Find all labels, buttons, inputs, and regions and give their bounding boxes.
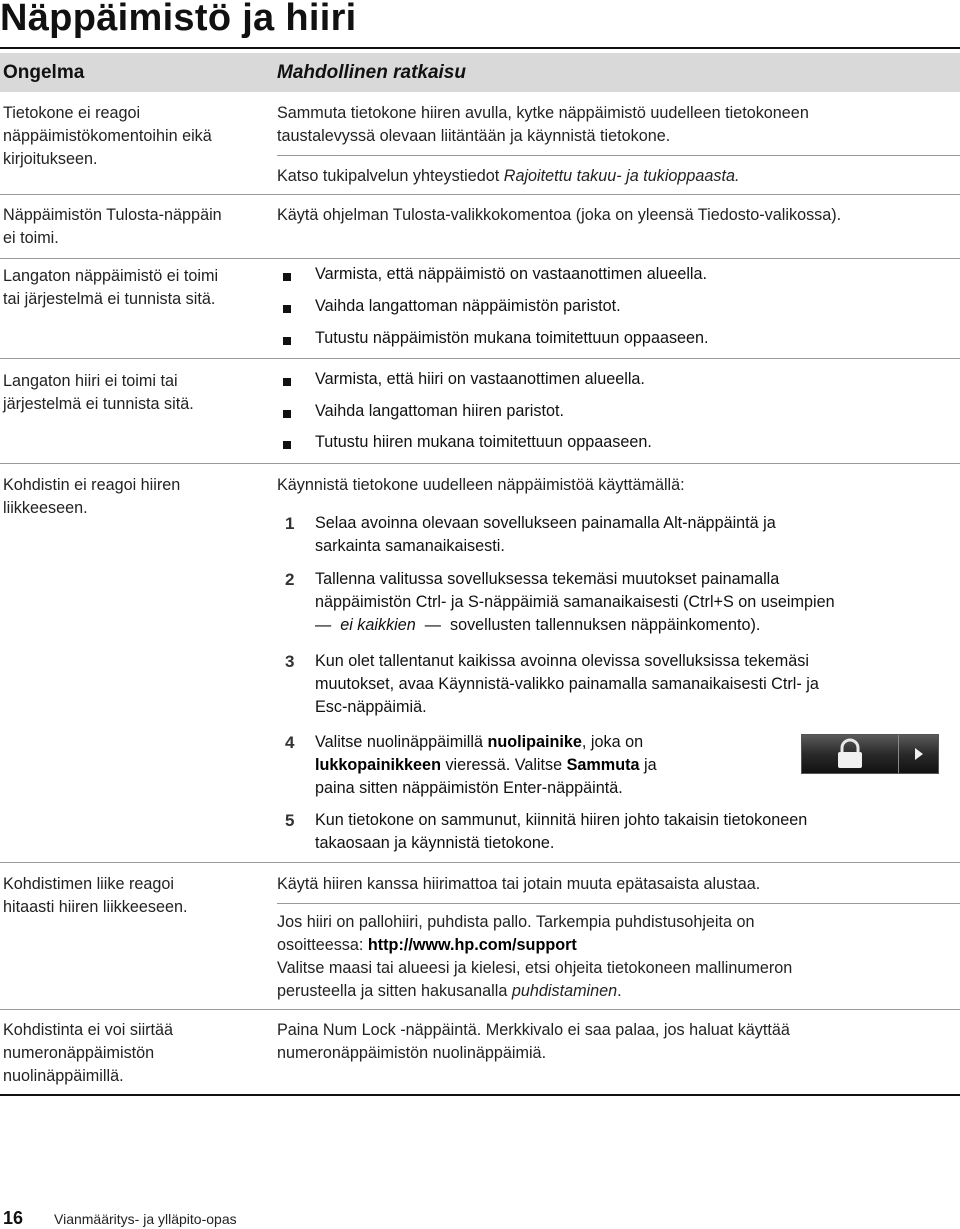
problem-cell	[3, 102, 265, 171]
problem-line: hitaasti hiiren liikkeeseen.	[3, 898, 188, 916]
divider	[0, 463, 960, 464]
bullet-icon	[283, 305, 291, 313]
bullet-icon	[283, 337, 291, 345]
step-line	[315, 754, 785, 777]
step-number: 5	[285, 811, 295, 830]
column-header-problem: Ongelma	[3, 62, 85, 83]
step-line: takaosaan ja käynnistä tietokone.	[315, 834, 555, 852]
problem-line: Tietokone ei reagoi	[3, 104, 141, 122]
bullet-item: Vaihda langattoman näppäimistön paristot.	[315, 297, 621, 315]
bullet-item: Tutustu hiiren mukana toimitettuun oppaaseen.	[315, 433, 652, 451]
step-line: paina sitten näppäimistön Enter-näppäintä.	[315, 779, 623, 797]
problem-line: ei toimi.	[3, 229, 59, 247]
problem-line: näppäimistökomentoihin eikä	[3, 127, 212, 145]
bullet-icon	[283, 441, 291, 449]
bullet-list	[277, 265, 957, 355]
table-bottom-rule	[0, 1094, 960, 1096]
step-text	[315, 809, 955, 855]
em-dash: —	[424, 616, 441, 634]
solution-line	[277, 165, 957, 188]
divider	[0, 194, 960, 195]
text-span: .	[617, 982, 622, 1000]
solution-intro: Käynnistä tietokone uudelleen näppäimistöä käyttämällä:	[277, 476, 685, 494]
problem-line: Kohdistimen liike reagoi	[3, 875, 174, 893]
guide-title: Rajoitettu takuu- ja tukioppaasta.	[503, 167, 740, 185]
problem-line: Kohdistinta ei voi siirtää	[3, 1021, 174, 1039]
problem-cell	[3, 873, 265, 919]
problem-line: Kohdistin ei reagoi hiiren	[3, 476, 181, 494]
solution-cell	[277, 1019, 957, 1065]
keyword-shutdown: Sammuta	[566, 756, 640, 774]
bullet-icon	[283, 410, 291, 418]
text-span: ja	[639, 756, 657, 774]
bullet-list	[277, 370, 957, 460]
step-number: 3	[285, 652, 295, 671]
keyword-arrow-button: nuolipainike	[487, 733, 582, 751]
step-line: näppäimistön Ctrl- ja S-näppäimiä samanaikaisesti (Ctrl+S on useimpien	[315, 593, 835, 611]
divider	[0, 1009, 960, 1010]
step-line: sarkainta samanaikaisesti.	[315, 537, 505, 555]
lock-arrow-graphic	[802, 735, 938, 773]
step-text	[315, 731, 785, 800]
title-rule	[0, 47, 960, 49]
bullet-item: Tutustu näppäimistön mukana toimitettuun oppaaseen.	[315, 329, 709, 347]
problem-cell	[3, 1019, 265, 1088]
em-dash: —	[315, 616, 332, 634]
divider	[277, 903, 960, 904]
solution-line: taustalevyssä olevaan liitäntään ja käynnistä tietokone.	[277, 127, 671, 145]
divider	[0, 358, 960, 359]
text-span: sovellusten tallennuksen näppäinkomento).	[449, 616, 761, 634]
problem-cell	[3, 370, 265, 416]
step-line: Esc-näppäimiä.	[315, 698, 427, 716]
step-line	[315, 731, 785, 754]
problem-line: tai järjestelmä ei tunnista sitä.	[3, 290, 216, 308]
text-span: Katso tukipalvelun yhteystiedot	[277, 167, 504, 185]
problem-line: liikkeeseen.	[3, 499, 88, 517]
step-line: Kun tietokone on sammunut, kiinnitä hiiren johto takaisin tietokoneen	[315, 811, 808, 829]
step-text	[315, 568, 955, 637]
solution-cell	[277, 102, 957, 148]
solution-block	[277, 911, 957, 1003]
solution-line: Paina Num Lock -näppäintä. Merkkivalo ei saa palaa, jos haluat käyttää	[277, 1021, 790, 1039]
divider	[0, 258, 960, 259]
problem-cell	[3, 204, 265, 250]
solution-line: Käytä hiiren kanssa hiirimattoa tai jotain muuta epätasaista alustaa.	[277, 875, 761, 893]
solution-line	[277, 934, 957, 957]
step-number: 2	[285, 570, 295, 589]
problem-line: numeronäppäimistön	[3, 1044, 155, 1062]
bullet-icon	[283, 273, 291, 281]
emphasis-text: puhdistaminen	[511, 982, 618, 1000]
bullet-icon	[283, 378, 291, 386]
divider	[277, 155, 960, 156]
step-number: 1	[285, 514, 295, 533]
table-header	[0, 53, 960, 92]
numbered-steps	[277, 512, 957, 862]
divider	[0, 862, 960, 863]
problem-line: Näppäimistön Tulosta-näppäin	[3, 206, 222, 224]
step-text	[315, 512, 955, 558]
problem-line: Langaton hiiri ei toimi tai	[3, 372, 178, 390]
step-line: Selaa avoinna olevaan sovellukseen painamalla Alt-näppäintä ja	[315, 514, 776, 532]
shutdown-button-illustration	[801, 734, 939, 774]
step-line: Kun olet tallentanut kaikissa avoinna olevissa sovelluksissa tekemäsi	[315, 652, 809, 670]
solution-line: Sammuta tietokone hiiren avulla, kytke näppäimistö uudelleen tietokoneen	[277, 104, 809, 122]
step-number: 4	[285, 733, 295, 752]
bullet-item: Vaihda langattoman hiiren paristot.	[315, 402, 564, 420]
problem-line: kirjoitukseen.	[3, 150, 98, 168]
solution-line: numeronäppäimistön nuolinäppäimiä.	[277, 1044, 547, 1062]
footer-title: Vianmääritys- ja ylläpito-opas	[54, 1211, 237, 1227]
problem-cell	[3, 474, 265, 520]
solution-line: Jos hiiri on pallohiiri, puhdista pallo. Tarkempia puhdistusohjeita on	[277, 913, 755, 931]
step-line: Tallenna valitussa sovelluksessa tekemäsi muutokset painamalla	[315, 570, 780, 588]
text-span: vieressä. Valitse	[440, 756, 567, 774]
solution-line	[277, 980, 957, 1003]
bullet-item: Varmista, että näppäimistö on vastaanottimen alueella.	[315, 265, 708, 283]
page-number: 16	[3, 1208, 24, 1228]
step-line: muutokset, avaa Käynnistä-valikko painamalla samanaikaisesti Ctrl- ja	[315, 675, 819, 693]
column-header-solution: Mahdollinen ratkaisu	[277, 62, 466, 83]
problem-line: järjestelmä ei tunnista sitä.	[3, 395, 194, 413]
problem-line: Langaton näppäimistö ei toimi	[3, 267, 219, 285]
text-span: osoitteessa:	[277, 936, 368, 954]
solution-line: Käytä ohjelman Tulosta-valikkokomentoa (joka on yleensä Tiedosto-valikossa).	[277, 206, 842, 224]
page-title: Näppäimistö ja hiiri	[0, 0, 357, 39]
problem-cell	[3, 265, 265, 311]
support-link[interactable]: http://www.hp.com/support	[367, 936, 577, 954]
text-span: perusteella ja sitten hakusanalla	[277, 982, 512, 1000]
text-span: , joka on	[581, 733, 644, 751]
bullet-item: Varmista, että hiiri on vastaanottimen alueella.	[315, 370, 645, 388]
step-text	[315, 650, 955, 719]
emphasis-text: ei kaikkien	[340, 616, 416, 634]
keyword-lock-button: lukkopainikkeen	[315, 756, 441, 774]
problem-line: nuolinäppäimillä.	[3, 1067, 124, 1085]
solution-line: Valitse maasi tai alueesi ja kielesi, etsi ohjeita tietokoneen mallinumeron	[277, 959, 793, 977]
step-line	[315, 614, 955, 637]
text-span: Valitse nuolinäppäimillä	[315, 733, 488, 751]
